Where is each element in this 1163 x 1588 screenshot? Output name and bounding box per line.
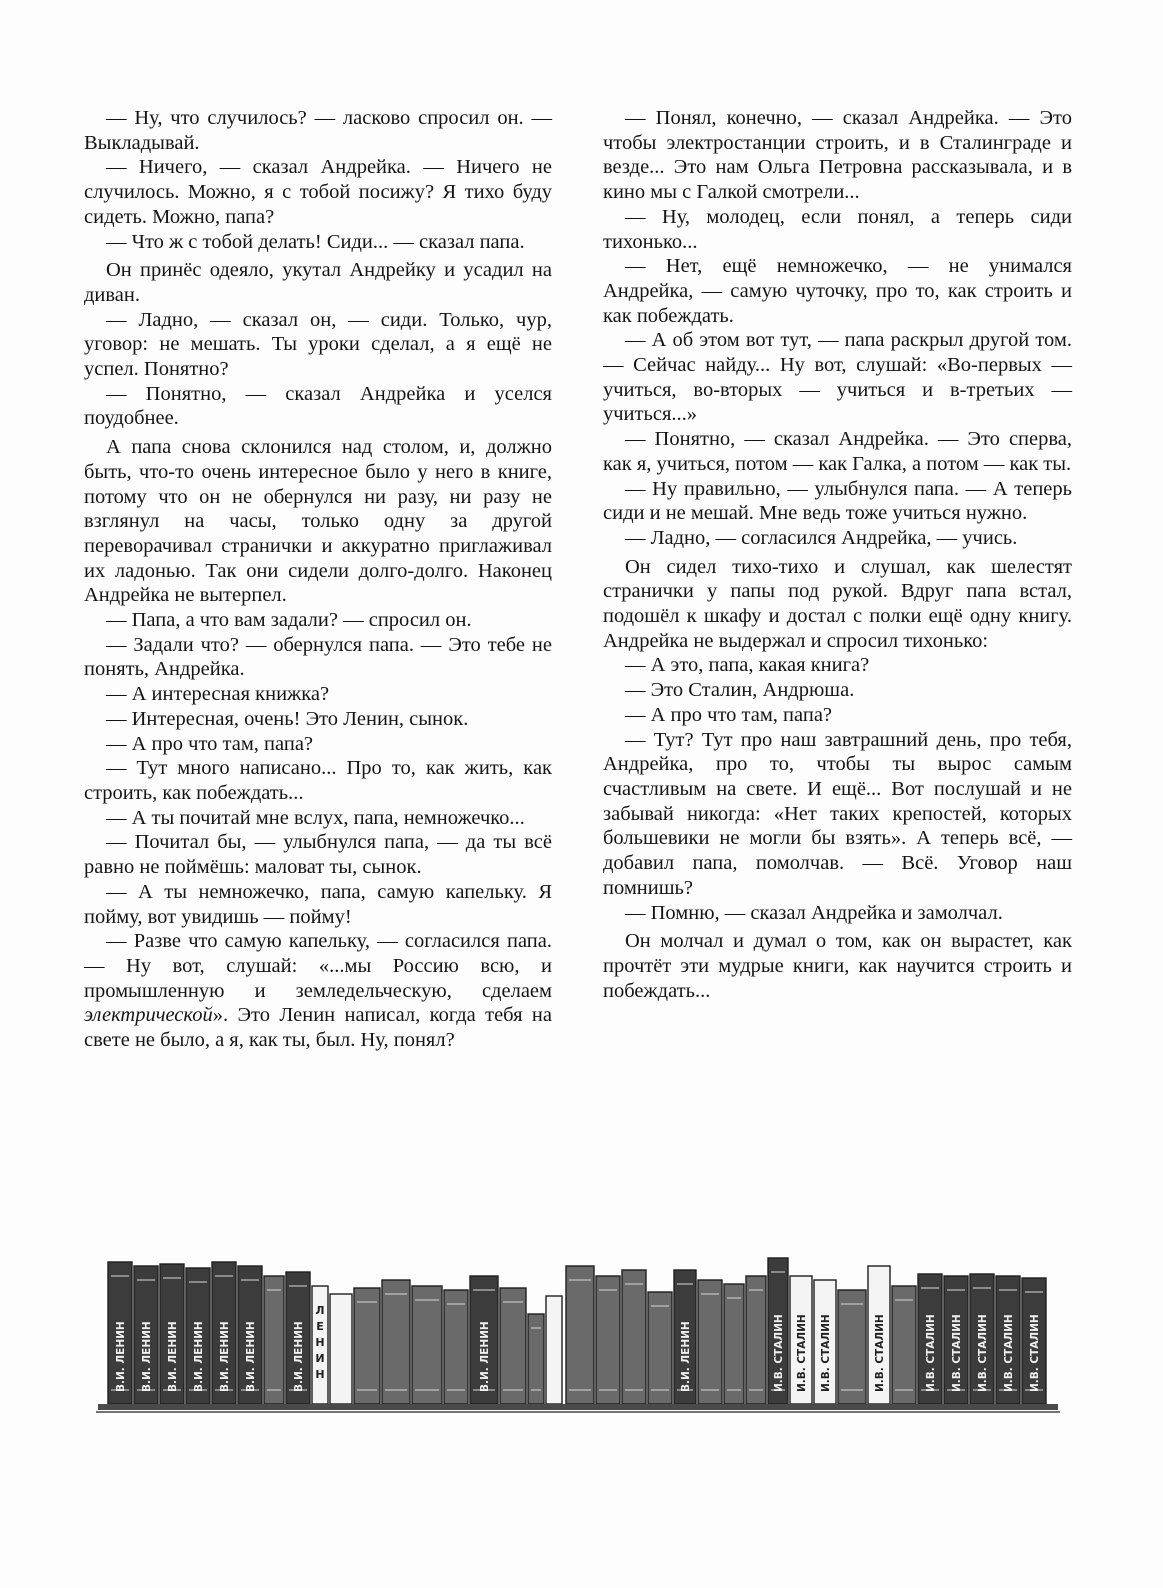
letter: Н (315, 1368, 325, 1381)
lenin-spine-label: В.И. ЛЕНИН (293, 1321, 305, 1392)
book-spine (622, 1270, 646, 1404)
stalin-spine-label: И.В. СТАЛИН (796, 1314, 808, 1392)
stalin-spine-label: И.В. СТАЛИН (874, 1314, 886, 1392)
lenin-spine-label: В.И. ЛЕНИН (193, 1321, 205, 1392)
stalin-spine-label: И.В. СТАЛИН (951, 1314, 963, 1392)
paragraph: — А про что там, папа? (625, 703, 833, 726)
lenin-spine-label: В.И. ЛЕНИН (680, 1321, 692, 1392)
book-spine (892, 1286, 916, 1404)
bookshelf-illustration (96, 1236, 1062, 1430)
stalin-spine-label: И.В. СТАЛИН (820, 1314, 832, 1392)
book-spine (444, 1290, 468, 1404)
lenin-spine-label: В.И. ЛЕНИН (479, 1321, 491, 1392)
lenin-spine-label: В.И. ЛЕНИН (115, 1321, 127, 1392)
paragraph: Он принёс одеяло, укутал Андрейку и усадил на диван. (84, 259, 552, 306)
stalin-spine-label: И.В. СТАЛИН (1029, 1314, 1041, 1392)
text-run: ». Это Ленин написал, когда тебя на свете не было, а я, как ты, был. Ну, понял? (84, 1004, 552, 1052)
paragraph: — Задали что? — обернулся папа. — Это тебе не понять, Андрейка. (84, 633, 552, 681)
book-spine (566, 1266, 594, 1404)
paragraph: — А об этом вот тут, — папа раскрыл другой том. — Сейчас найду... Ну вот, слушай: «Во-первых — учиться, во-вторых — учиться и в-третьих — учиться...» (603, 329, 1072, 426)
letter: Н (315, 1336, 325, 1349)
book-spine (412, 1286, 442, 1404)
stalin-spine-label: И.В. СТАЛИН (925, 1314, 937, 1392)
letter: Л (315, 1304, 325, 1317)
letter: И (315, 1352, 325, 1365)
paragraph: — Ну, молодец, если понял, а теперь сиди тихонько... (603, 205, 1072, 253)
book-spine (500, 1288, 526, 1404)
emphasized-word: электрической (84, 1004, 213, 1027)
paragraph: — А интересная книжка? (106, 683, 330, 706)
paragraph: — Это Сталин, Андрюша. (625, 679, 855, 702)
text-run: — Разве что самую капельку, — согласился папа. — Ну вот, слушай: «...мы Россию всю, и промышленную и земледельческую, сделаем (84, 930, 552, 1002)
stalin-spine-label: И.В. СТАЛИН (773, 1314, 785, 1392)
paragraph: — Папа, а что вам задали? — спросил он. (106, 609, 472, 632)
paragraph: Он сидел тихо-тихо и слушал, как шелестят странички у папы под рукой. Вдруг папа встал, подошёл к шкафу и достал с полки ещё одну книгу. Андрейка не выдержал и спросил тихонько: (603, 555, 1072, 652)
book-spine (648, 1292, 672, 1404)
book-spine (746, 1276, 766, 1404)
paragraph: — А про что там, папа? (106, 732, 314, 755)
paragraph: — Ладно, — сказал он, — сиди. Только, чур, уговор: не мешать. Ты уроки сделал, а я ещё не успел. Понятно? (84, 308, 552, 381)
book-spine (838, 1290, 866, 1404)
book-spine (724, 1284, 744, 1404)
paragraph: — Тут? Тут про наш завтрашний день, про тебя, Андрейка, про то, чтобы ты вырос самым счастливым на свете. И ещё... Вот послушай и не забывай никогда: «Нет таких крепостей, которых большевики не могли бы взять». А теперь всё, — добавил папа, помолчав. — Всё. Уговор наш помнишь? (603, 728, 1072, 899)
book-spine (264, 1276, 284, 1404)
book-spine (354, 1288, 380, 1404)
paragraph: — Помню, — сказал Андрейка и замолчал. (625, 901, 1003, 924)
paragraph: — А ты почитай мне вслух, папа, немножечко... (106, 806, 525, 829)
lenin-spine-label: В.И. ЛЕНИН (219, 1321, 231, 1392)
paragraph: — Ну правильно, — улыбнулся папа. — А теперь сиди и не мешай. Мне ведь тоже учиться нужно. (603, 477, 1072, 525)
paragraph: — Понял, конечно, — сказал Андрейка. — Это чтобы электростанции строить, и в Сталинграде и везде... Это нам Ольга Петровна рассказывала, и в кино мы с Галкой смотрели... (603, 107, 1072, 204)
paragraph: — Ничего, — сказал Андрейка. — Ничего не случилось. Можно, я с тобой посижу? Я тихо буду сидеть. Можно, папа? (84, 156, 552, 228)
lenin-spine-label: В.И. ЛЕНИН (167, 1321, 179, 1392)
book-spine (596, 1276, 620, 1404)
paragraph: — А ты немножечко, папа, самую капельку. Я пойму, вот увидишь — пойму! (84, 880, 552, 928)
paragraph: — Понятно, — сказал Андрейка и уселся поудобнее. (84, 382, 552, 430)
stalin-spine-label: И.В. СТАЛИН (1003, 1314, 1015, 1392)
bookshelf-drawing (96, 1236, 1062, 1430)
paragraph: — Почитал бы, — улыбнулся папа, — да ты всё равно не поймёшь: маловат ты, сынок. (84, 831, 552, 879)
paragraph: — Тут много написано... Про то, как жить, как строить, как побеждать... (84, 757, 552, 804)
lenin-spine-label: В.И. ЛЕНИН (141, 1321, 153, 1392)
book-spine (546, 1296, 562, 1404)
paragraph: — Понятно, — сказал Андрейка. — Это сперва, как я, учиться, потом — как Галка, а потом — как ты. (603, 428, 1072, 475)
paragraph: — Интересная, очень! Это Ленин, сынок. (106, 707, 469, 730)
stalin-spine-label: И.В. СТАЛИН (977, 1314, 989, 1392)
book-spine (330, 1294, 352, 1404)
paragraph: — Ну, что случилось? — ласково спросил он. — Выкладывай. (84, 107, 552, 154)
lenin-vertical-label (315, 1304, 324, 1381)
paragraph-with-emphasis (84, 929, 552, 1053)
paragraph: Он молчал и думал о том, как он вырастет, как прочтёт эти мудрые книги, как научится строить и побеждать... (603, 930, 1072, 1002)
lenin-spine-label: В.И. ЛЕНИН (245, 1321, 257, 1392)
paragraph: А папа снова склонился над столом, и, должно быть, что-то очень интересное было у него в книге, потому что он не обернулся ни разу, ни разу не взглянул на часы, только одну за другой переворачивал странички и аккуратно приглаживал их ладонью. Так они сидели долго-долго. Наконец Андрейка не вытерпел. (84, 436, 552, 607)
right-text-column (603, 106, 1072, 1003)
shelf-plank (98, 1404, 1058, 1410)
left-text-column (84, 106, 552, 1053)
paragraph: — Ладно, — согласился Андрейка, — учись. (625, 526, 1018, 549)
paragraph: — Что ж с тобой делать! Сиди... — сказал папа. (106, 230, 525, 253)
paragraph: — А это, папа, какая книга? (625, 654, 870, 677)
letter: Е (316, 1320, 324, 1333)
book-spine (698, 1280, 722, 1404)
book-spine (382, 1280, 410, 1404)
paragraph: — Нет, ещё немножечко, — не унимался Андрейка, — самую чуточку, про то, как строить и как побеждать. (603, 255, 1072, 327)
